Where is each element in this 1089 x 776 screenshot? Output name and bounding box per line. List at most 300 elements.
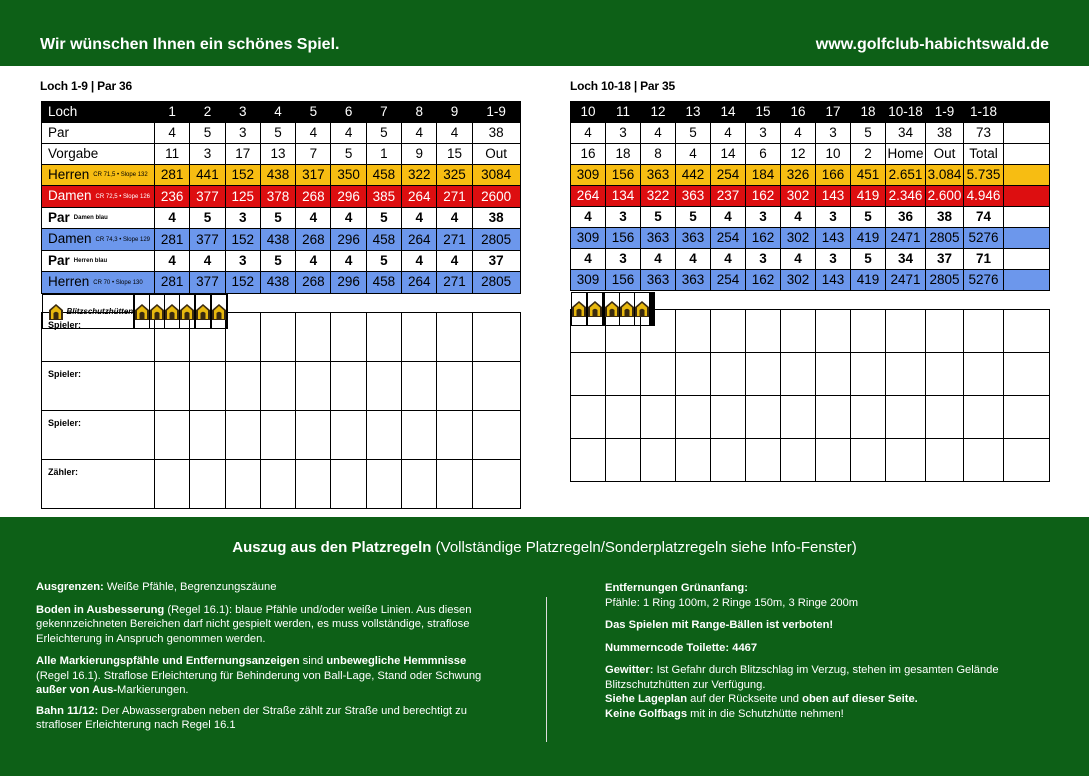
score-cell: 419 <box>851 270 886 291</box>
score-cell: 18 <box>606 144 641 165</box>
row-sublabel: CR 72,5 • Slope 126 <box>95 193 150 200</box>
score-cell: 1-9 <box>926 102 964 123</box>
score-cell: 74 <box>964 207 1004 228</box>
score-cell: 264 <box>402 186 437 207</box>
shelter-hut-icon <box>165 304 179 320</box>
score-cell: 11 <box>606 102 641 123</box>
front-nine-label: Loch 1-9 | Par 36 <box>40 79 132 93</box>
score-entry-cell[interactable] <box>676 396 711 439</box>
score-cell: 5 <box>331 144 366 165</box>
score-entry-cell[interactable] <box>676 439 711 482</box>
score-cell: 302 <box>781 186 816 207</box>
score-entry-cell[interactable] <box>472 459 520 508</box>
rule-paragraph: Alle Markierungspfähle und Entfernungsanzeigen sind unbewegliche Hemmnisse (Regel 16.1). Straflose Erleichterung für Behinderung von Ball-Lage, Stand oder Schwung außer von Aus-Markierungen. <box>36 655 482 696</box>
rule-note: Siehe Lageplan auf der Rückseite und oben auf dieser Seite. <box>605 693 918 705</box>
score-entry-cell[interactable] <box>641 439 676 482</box>
score-entry-cell[interactable] <box>402 459 437 508</box>
score-cell: 14 <box>711 102 746 123</box>
score-entry-cell[interactable] <box>472 312 520 361</box>
score-cell: 152 <box>225 165 260 186</box>
score-cell: 156 <box>606 270 641 291</box>
score-entry-cell[interactable] <box>606 396 641 439</box>
shelter-hut-icon <box>588 301 602 317</box>
player-label: Spieler: <box>42 410 155 459</box>
score-entry-cell[interactable] <box>225 312 260 361</box>
score-entry-cell[interactable] <box>571 353 606 396</box>
score-entry-cell[interactable] <box>366 312 401 361</box>
score-cell: 302 <box>781 270 816 291</box>
score-entry-cell[interactable] <box>402 361 437 410</box>
player-row <box>42 410 521 459</box>
score-entry-cell[interactable] <box>851 396 886 439</box>
score-entry-cell[interactable] <box>816 353 851 396</box>
score-cell: 268 <box>296 229 331 250</box>
score-cell: 2600 <box>472 186 520 207</box>
score-cell: 12 <box>781 144 816 165</box>
score-cell: 2471 <box>886 228 926 249</box>
player-label: Zähler: <box>42 459 155 508</box>
score-entry-cell[interactable] <box>1004 439 1050 482</box>
score-cell: 13 <box>676 102 711 123</box>
score-cell: 441 <box>190 165 225 186</box>
score-cell: 37 <box>926 249 964 270</box>
score-cell: 5 <box>260 207 295 228</box>
score-cell: 5.735 <box>964 165 1004 186</box>
score-cell: 36 <box>886 207 926 228</box>
row-sublabel: Herren blau <box>73 258 108 265</box>
score-cell: 2471 <box>886 270 926 291</box>
rules-title: Auszug aus den Platzregeln (Vollständige Platzregeln/Sonderplatzregeln siehe Info-Fenster) <box>232 539 857 556</box>
score-cell: 125 <box>225 186 260 207</box>
score-cell: 4 <box>155 250 190 271</box>
shelter-cell <box>619 292 634 325</box>
score-cell: 4 <box>402 250 437 271</box>
score-cell: 281 <box>155 229 190 250</box>
scorecard-row <box>571 102 1050 123</box>
score-cell: 4 <box>155 123 190 144</box>
score-cell: 4 <box>781 249 816 270</box>
score-cell: 16 <box>571 144 606 165</box>
score-cell: 268 <box>296 186 331 207</box>
score-entry-cell[interactable] <box>155 361 190 410</box>
rules-left-column <box>36 580 496 741</box>
row-sublabel: CR 74,3 • Slope 129 <box>95 236 150 243</box>
score-entry-cell[interactable] <box>641 353 676 396</box>
score-entry-cell[interactable] <box>155 410 190 459</box>
score-cell: 451 <box>851 165 886 186</box>
score-cell: 17 <box>225 144 260 165</box>
score-cell: 4 <box>437 123 472 144</box>
score-cell: 134 <box>606 186 641 207</box>
score-cell: 38 <box>926 207 964 228</box>
score-cell <box>1004 249 1050 270</box>
scorecard-row <box>571 249 1050 270</box>
score-entry-cell[interactable] <box>711 353 746 396</box>
score-cell: 184 <box>746 165 781 186</box>
score-entry-cell[interactable] <box>964 353 1004 396</box>
score-cell: 14 <box>711 144 746 165</box>
score-cell: 2805 <box>472 229 520 250</box>
score-cell: 458 <box>366 165 401 186</box>
score-entry-cell[interactable] <box>851 310 886 353</box>
score-cell: 4 <box>571 207 606 228</box>
score-entry-cell[interactable] <box>366 459 401 508</box>
score-entry-cell[interactable] <box>190 459 225 508</box>
score-cell: 34 <box>886 249 926 270</box>
score-cell: 419 <box>851 228 886 249</box>
score-cell: 309 <box>571 270 606 291</box>
row-label <box>42 165 155 186</box>
score-entry-cell[interactable] <box>964 439 1004 482</box>
shelter-label-text: Blitzschutzhütten <box>66 306 134 316</box>
score-entry-cell[interactable] <box>155 459 190 508</box>
score-cell: 5 <box>296 102 331 123</box>
score-cell: 296 <box>331 229 366 250</box>
scorecard-row <box>42 186 521 207</box>
score-entry-cell[interactable] <box>711 310 746 353</box>
divider <box>546 597 547 742</box>
score-cell: 4 <box>571 123 606 144</box>
rule-paragraph: Ausgrenzen: Weiße Pfähle, Begrenzungszäune <box>36 581 277 593</box>
score-entry-cell[interactable] <box>816 439 851 482</box>
score-entry-cell[interactable] <box>606 353 641 396</box>
score-cell: 143 <box>816 228 851 249</box>
score-entry-cell[interactable] <box>366 410 401 459</box>
score-cell: 3084 <box>472 165 520 186</box>
score-entry-cell[interactable] <box>641 396 676 439</box>
website-link[interactable]: www.golfclub-habichtswald.de <box>815 36 1049 53</box>
score-cell: 271 <box>437 186 472 207</box>
score-cell: 4 <box>437 250 472 271</box>
score-cell: 4 <box>641 249 676 270</box>
score-entry-cell[interactable] <box>366 361 401 410</box>
scorecard-row <box>571 123 1050 144</box>
scorecard-row <box>42 102 521 123</box>
scorecard-row <box>42 272 521 293</box>
score-cell: 271 <box>437 272 472 293</box>
scorecard-row <box>571 186 1050 207</box>
score-cell: 7 <box>366 102 401 123</box>
score-cell: 419 <box>851 186 886 207</box>
score-entry-cell[interactable] <box>1004 310 1050 353</box>
row-label-text: Par <box>48 252 70 268</box>
score-entry-cell[interactable] <box>781 353 816 396</box>
score-entry-cell[interactable] <box>926 396 964 439</box>
rules-right-column <box>605 581 1035 721</box>
score-cell: 3 <box>606 207 641 228</box>
player-row <box>42 459 521 508</box>
score-cell: 10 <box>571 102 606 123</box>
score-entry-cell[interactable] <box>676 353 711 396</box>
shelter-row <box>42 294 56 310</box>
score-entry-cell[interactable] <box>746 439 781 482</box>
score-cell: 11 <box>155 144 190 165</box>
score-entry-cell[interactable] <box>886 353 926 396</box>
score-entry-cell[interactable] <box>472 361 520 410</box>
score-cell <box>1004 102 1050 123</box>
score-cell: 4 <box>296 250 331 271</box>
shelter-hut-icon <box>212 304 226 320</box>
score-entry-cell[interactable] <box>926 439 964 482</box>
score-cell: 296 <box>331 186 366 207</box>
score-cell: 3.084 <box>926 165 964 186</box>
score-cell: 152 <box>225 229 260 250</box>
score-entry-cell[interactable] <box>331 361 366 410</box>
score-cell: 3 <box>225 123 260 144</box>
score-entry-cell[interactable] <box>746 310 781 353</box>
score-cell: 281 <box>155 165 190 186</box>
score-cell: 3 <box>606 123 641 144</box>
score-cell: 5 <box>260 123 295 144</box>
score-entry-cell[interactable] <box>331 459 366 508</box>
score-cell: 38 <box>472 207 520 228</box>
score-entry-cell[interactable] <box>571 439 606 482</box>
score-entry-cell[interactable] <box>225 410 260 459</box>
score-entry-cell[interactable] <box>886 439 926 482</box>
score-entry-cell[interactable] <box>437 312 472 361</box>
score-cell: 162 <box>746 270 781 291</box>
shelter-cell <box>653 292 654 325</box>
score-cell: 4 <box>781 123 816 144</box>
score-cell: 2805 <box>472 272 520 293</box>
score-entry-cell[interactable] <box>260 410 295 459</box>
score-cell: Out <box>472 144 520 165</box>
score-entry-cell[interactable] <box>781 396 816 439</box>
score-cell: 3 <box>746 249 781 270</box>
score-cell: 377 <box>190 229 225 250</box>
score-entry-cell[interactable] <box>676 310 711 353</box>
score-cell: 2805 <box>926 270 964 291</box>
score-cell: 37 <box>472 250 520 271</box>
score-cell: 5 <box>190 207 225 228</box>
shelter-hut-icon <box>150 304 164 320</box>
score-cell: 10 <box>816 144 851 165</box>
row-label-text: Loch <box>48 104 78 119</box>
score-cell: 281 <box>155 272 190 293</box>
score-entry-cell[interactable] <box>437 361 472 410</box>
rule-paragraph: Boden in Ausbesserung (Regel 16.1): blaue Pfähle und/oder weiße Linien. Aus diesen gekennzeichneten Bereichen darf nicht gespielt werden, es muss vollständige, straflose Erleichterung in Anspruch genommen werden. <box>36 603 472 645</box>
score-entry-cell[interactable] <box>571 396 606 439</box>
score-entry-cell[interactable] <box>437 459 472 508</box>
rule-note: Nummerncode Toilette: 4467 <box>605 641 758 654</box>
score-cell: 4 <box>296 123 331 144</box>
score-cell: 5 <box>641 207 676 228</box>
score-cell: 4 <box>781 207 816 228</box>
score-entry-cell[interactable] <box>746 396 781 439</box>
score-cell: 322 <box>402 165 437 186</box>
score-entry-cell[interactable] <box>781 310 816 353</box>
score-entry-cell[interactable] <box>1004 353 1050 396</box>
scorecard-row <box>42 144 521 165</box>
score-cell: 309 <box>571 165 606 186</box>
score-cell <box>1004 228 1050 249</box>
rule-paragraph: Bahn 11/12: Der Abwassergraben neben der Straße zählt zur Straße und berechtigt zu strafloser Erleichterung nach Regel 16.1 <box>36 704 467 731</box>
score-cell: 4 <box>155 207 190 228</box>
score-cell: 4 <box>641 123 676 144</box>
score-cell: 254 <box>711 165 746 186</box>
score-cell: 5 <box>851 249 886 270</box>
score-entry-cell[interactable] <box>1004 396 1050 439</box>
score-cell: 4 <box>571 249 606 270</box>
score-cell: 2.346 <box>886 186 926 207</box>
score-cell: 326 <box>781 165 816 186</box>
shelter-cell <box>571 292 586 325</box>
score-cell: 1-9 <box>472 102 520 123</box>
score-cell: 8 <box>402 102 437 123</box>
row-label <box>42 207 155 228</box>
score-entry-cell[interactable] <box>260 312 295 361</box>
score-entry-cell[interactable] <box>225 361 260 410</box>
score-cell: 38 <box>926 123 964 144</box>
score-entry-cell[interactable] <box>886 396 926 439</box>
row-label-text: Herren <box>48 167 90 182</box>
score-cell <box>1004 207 1050 228</box>
score-cell: 9 <box>402 144 437 165</box>
score-entry-cell[interactable] <box>402 312 437 361</box>
score-cell: 1-18 <box>964 102 1004 123</box>
shelter-cell <box>587 292 602 325</box>
score-entry-cell[interactable] <box>296 410 331 459</box>
score-cell: 16 <box>781 102 816 123</box>
score-cell: 3 <box>816 249 851 270</box>
score-entry-cell[interactable] <box>190 410 225 459</box>
score-cell: 3 <box>225 102 260 123</box>
score-cell: 143 <box>816 270 851 291</box>
score-entry-cell[interactable] <box>781 439 816 482</box>
score-cell: 4 <box>676 249 711 270</box>
score-cell: 254 <box>711 228 746 249</box>
score-cell: 5 <box>190 123 225 144</box>
score-cell: 156 <box>606 165 641 186</box>
score-cell: 3 <box>746 207 781 228</box>
score-entry-cell[interactable] <box>606 439 641 482</box>
score-entry-cell[interactable] <box>190 361 225 410</box>
row-label <box>42 186 155 207</box>
score-entry-cell[interactable] <box>816 310 851 353</box>
score-entry-cell[interactable] <box>260 459 295 508</box>
score-cell: 5 <box>851 207 886 228</box>
score-cell: 5 <box>851 123 886 144</box>
score-cell: 6 <box>746 144 781 165</box>
score-cell: 236 <box>155 186 190 207</box>
player-label: Spieler: <box>42 361 155 410</box>
score-cell: 4 <box>711 249 746 270</box>
score-entry-cell[interactable] <box>851 439 886 482</box>
score-cell: 5276 <box>964 228 1004 249</box>
row-label <box>42 229 155 250</box>
shelter-hut-icon <box>605 301 619 317</box>
score-entry-cell[interactable] <box>260 361 295 410</box>
score-entry-cell[interactable] <box>851 353 886 396</box>
score-entry-cell[interactable] <box>926 353 964 396</box>
scorecard-row <box>42 229 521 250</box>
score-entry-cell[interactable] <box>816 396 851 439</box>
score-cell: 3 <box>225 250 260 271</box>
score-cell: 156 <box>606 228 641 249</box>
score-cell: 2 <box>190 102 225 123</box>
score-cell: 4 <box>711 207 746 228</box>
rule-note: Das Spielen mit Range-Bällen ist verboten! <box>605 619 834 631</box>
score-cell: 4 <box>331 123 366 144</box>
shelter-cell <box>135 295 150 328</box>
score-entry-cell[interactable] <box>886 310 926 353</box>
score-entry-cell[interactable] <box>964 396 1004 439</box>
score-entry-cell[interactable] <box>711 396 746 439</box>
row-label <box>42 144 155 165</box>
score-cell: 15 <box>437 144 472 165</box>
score-cell: 458 <box>366 272 401 293</box>
score-cell: 12 <box>641 102 676 123</box>
row-label-text: Par <box>48 209 70 225</box>
rules-panel <box>0 517 1089 776</box>
score-cell: 363 <box>676 270 711 291</box>
scorecard-row <box>42 123 521 144</box>
score-entry-cell[interactable] <box>437 410 472 459</box>
score-cell: 4 <box>402 207 437 228</box>
score-entry-cell[interactable] <box>964 310 1004 353</box>
score-entry-cell[interactable] <box>225 459 260 508</box>
score-cell: 4 <box>331 207 366 228</box>
row-sublabel: CR 70 • Slope 130 <box>93 279 143 286</box>
player-row <box>571 353 1050 396</box>
score-cell: 264 <box>402 272 437 293</box>
score-cell: 322 <box>641 186 676 207</box>
score-cell: 166 <box>816 165 851 186</box>
score-cell: 162 <box>746 186 781 207</box>
score-cell: 5 <box>676 207 711 228</box>
row-label-text: Vorgabe <box>48 146 99 161</box>
score-entry-cell[interactable] <box>746 353 781 396</box>
score-cell: 5 <box>260 250 295 271</box>
header-bar <box>0 0 1089 66</box>
score-entry-cell[interactable] <box>402 410 437 459</box>
score-cell: 17 <box>816 102 851 123</box>
score-entry-cell[interactable] <box>711 439 746 482</box>
score-cell: 4 <box>402 123 437 144</box>
score-cell: 3 <box>816 207 851 228</box>
row-label-text: Par <box>48 125 70 140</box>
score-cell: 4 <box>676 144 711 165</box>
shelter-hut-icon <box>180 304 194 320</box>
score-entry-cell[interactable] <box>296 312 331 361</box>
score-cell: 442 <box>676 165 711 186</box>
shelter-hut-icon <box>620 301 634 317</box>
score-entry-cell[interactable] <box>296 361 331 410</box>
score-cell: 377 <box>190 272 225 293</box>
score-cell: 18 <box>851 102 886 123</box>
score-entry-cell[interactable] <box>472 410 520 459</box>
score-cell: 377 <box>190 186 225 207</box>
score-cell: 15 <box>746 102 781 123</box>
score-cell: 363 <box>641 270 676 291</box>
score-entry-cell[interactable] <box>331 312 366 361</box>
score-cell: 317 <box>296 165 331 186</box>
scorecard-row <box>42 165 521 186</box>
shelter-hut-icon <box>572 301 586 317</box>
scorecard-row <box>571 165 1050 186</box>
player-row <box>571 396 1050 439</box>
back-nine-label: Loch 10-18 | Par 35 <box>570 79 675 93</box>
score-cell: 254 <box>711 270 746 291</box>
score-entry-cell[interactable] <box>296 459 331 508</box>
shelter-hut-icon <box>135 304 149 320</box>
shelter-cell <box>165 295 180 328</box>
score-cell: 3 <box>606 249 641 270</box>
score-entry-cell[interactable] <box>926 310 964 353</box>
score-entry-cell[interactable] <box>331 410 366 459</box>
score-cell: 38 <box>472 123 520 144</box>
score-cell: 5 <box>366 207 401 228</box>
